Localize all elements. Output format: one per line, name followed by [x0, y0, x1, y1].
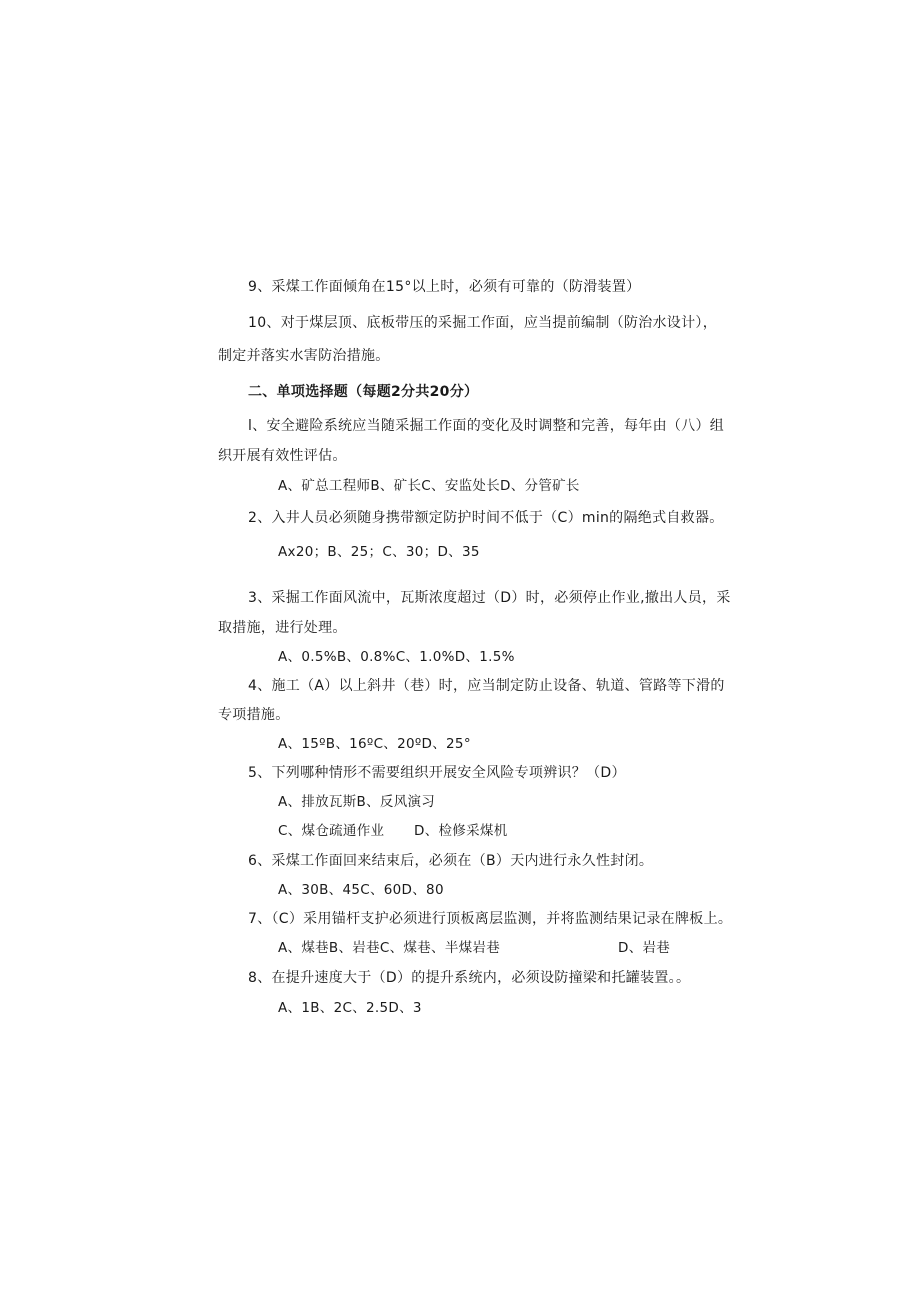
question-4-options: A、15ºB、16ºC、20ºD、25°: [278, 736, 471, 752]
question-5-option-c: C、煤仓疏通作业: [278, 823, 385, 839]
question-7-option-d: D、岩巷: [618, 940, 671, 956]
question-7-line1: 7、（C）采用锚杆支护必须进行顶板离层监测，并将监测结果记录在牌板上。: [248, 911, 733, 927]
question-10-line2: 制定并落实水害防治措施。: [218, 348, 390, 364]
question-1-line2: 织开展有效性评估。: [218, 448, 347, 464]
question-5-option-d: D、检修采煤机: [414, 823, 508, 839]
question-2-options: Ax20；B、25；C、30；D、35: [278, 544, 480, 560]
question-9: 9、采煤工作面倾角在15°以上时，必须有可靠的（防滑装置）: [248, 279, 641, 295]
question-8-line1: 8、在提升速度大于（D）的提升系统内，必须设防撞梁和托罐装置。。: [248, 970, 691, 986]
question-4-line2: 专项措施。: [218, 707, 290, 723]
section-title: 二、单项选择题（每题2分共20分）: [248, 384, 479, 400]
question-10-line1: 10、对于煤层顶、底板带压的采掘工作面，应当提前编制（防治水设计），: [248, 315, 718, 331]
question-5-line1: 5、下列哪种情形不需要组织开展安全风险专项辨识？（D）: [248, 765, 626, 781]
question-1-options: A、矿总工程师B、矿长C、安监处长D、分管矿长: [278, 478, 580, 494]
question-3-options: A、0.5%B、0.8%C、1.0%D、1.5%: [278, 649, 515, 665]
question-2-line1: 2、入井人员必须随身携带额定防护时间不低于（C）min的隔绝式自救器。: [248, 510, 724, 526]
question-6-line1: 6、采煤工作面回来结束后，必须在（B）天内进行永久性封闭。: [248, 853, 654, 869]
question-8-options: A、1B、2C、2.5D、3: [278, 1000, 422, 1016]
question-1-line1: l、安全避险系统应当随采掘工作面的变化及时调整和完善，每年由（八）组: [248, 418, 725, 434]
question-6-options: A、30B、45C、60D、80: [278, 882, 444, 898]
question-3-line2: 取措施，进行处理。: [218, 620, 347, 636]
question-5-options-ab: A、排放瓦斯B、反风演习: [278, 794, 436, 810]
question-4-line1: 4、施工（A）以上斜井（巷）时，应当制定防止设备、轨道、管路等下滑的: [248, 678, 725, 694]
question-7-options-abc: A、煤巷B、岩巷C、煤巷、半煤岩巷: [278, 940, 501, 956]
question-3-line1: 3、采掘工作面风流中，瓦斯浓度超过（D）时，必须停止作业,撤出人员，采: [248, 590, 731, 606]
